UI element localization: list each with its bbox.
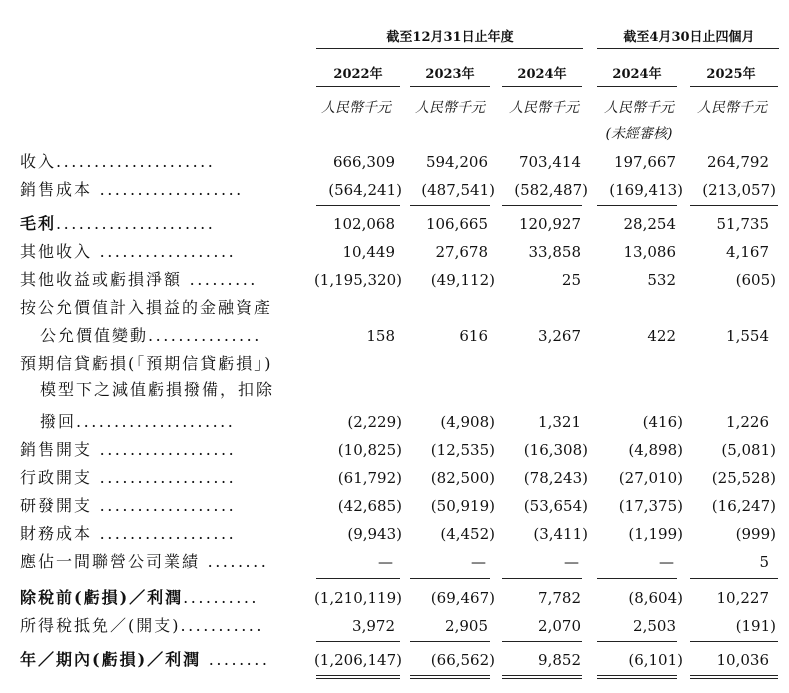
total-double-line-4 xyxy=(690,675,778,679)
cell-2025-4m: 1,554 xyxy=(726,327,769,345)
cell-2022: (2,229) xyxy=(347,413,402,431)
cell-2023: (4,908) xyxy=(440,413,495,431)
row-profit-before-tax xyxy=(0,586,789,610)
cell-2025-4m: 51,735 xyxy=(716,215,769,233)
subtotal-line-2 xyxy=(502,205,582,206)
cell-2024: 1,321 xyxy=(538,413,581,431)
cell-2022: 10,449 xyxy=(342,243,395,261)
cell-2022: 158 xyxy=(366,327,395,345)
subtotal-line-3 xyxy=(597,578,677,579)
row-label: 除稅前(虧損)／利潤.......... xyxy=(20,588,260,607)
cell-2022: (61,792) xyxy=(337,469,402,487)
cell-2024: (16,308) xyxy=(523,441,588,459)
subtotal-line-2 xyxy=(502,641,582,642)
cell-2023: (82,500) xyxy=(430,469,495,487)
row-income-tax xyxy=(0,614,789,638)
cell-2024-4m: (4,898) xyxy=(628,441,683,459)
year-underline-2 xyxy=(502,86,582,87)
cell-2022: 102,068 xyxy=(332,215,395,233)
row-label: 銷售成本 ................... xyxy=(20,180,244,199)
cell-2024: (53,654) xyxy=(523,497,588,515)
cell-2023: (12,535) xyxy=(430,441,495,459)
row-ecl-heading xyxy=(0,352,789,376)
row-label: 公允價值變動............... xyxy=(40,326,262,345)
cell-2024-4m: 532 xyxy=(647,271,676,289)
total-double-line-2 xyxy=(502,675,582,679)
cell-2025-4m: 10,036 xyxy=(716,651,769,669)
cell-2024: 33,858 xyxy=(528,243,581,261)
cell-2023: 2,905 xyxy=(445,617,488,635)
row-share-of-associate xyxy=(0,550,789,574)
subtotal-line-4 xyxy=(690,205,778,206)
cell-2024: — xyxy=(564,553,579,571)
unit-label-3: 人民幣千元 xyxy=(604,100,674,116)
cell-2023: 616 xyxy=(459,327,488,345)
row-cost-of-sales xyxy=(0,178,789,202)
cell-2025-4m: 5 xyxy=(759,553,769,571)
row-label: 研發開支 .................. xyxy=(20,496,237,515)
cell-2024-4m: (8,604) xyxy=(628,589,683,607)
cell-2023: 27,678 xyxy=(435,243,488,261)
cell-2024-4m: 197,667 xyxy=(613,153,676,171)
cell-2024: 7,782 xyxy=(538,589,581,607)
cell-2025-4m: 4,167 xyxy=(726,243,769,261)
group-underline-full-year xyxy=(316,48,583,49)
row-fvtpl-heading xyxy=(0,296,789,320)
cell-2025-4m: (999) xyxy=(735,525,776,543)
cell-2025-4m: 264,792 xyxy=(706,153,769,171)
row-label: 預期信貸虧損(「預期信貸虧損」) xyxy=(20,354,273,373)
row-label: 所得稅抵免／(開支)........... xyxy=(20,616,264,635)
row-selling-expenses xyxy=(0,438,789,462)
row-gross-profit xyxy=(0,212,789,236)
unit-label-2: 人民幣千元 xyxy=(509,100,579,116)
row-label: 其他收入 .................. xyxy=(20,242,237,261)
cell-2023: 594,206 xyxy=(425,153,488,171)
total-double-line-0 xyxy=(316,675,400,679)
cell-2023: (66,562) xyxy=(430,651,495,669)
cell-2023: (487,541) xyxy=(421,181,495,199)
cell-2022: (1,206,147) xyxy=(313,651,402,669)
group-header-full-year: 截至12月31日止年度 xyxy=(386,30,514,45)
row-label: 模型下之減值虧損撥備，扣除 xyxy=(40,380,275,399)
cell-2023: (69,467) xyxy=(430,589,495,607)
row-rd-expenses xyxy=(0,494,789,518)
cell-2022: (1,195,320) xyxy=(313,271,402,289)
row-label: 其他收益或虧損淨額 ......... xyxy=(20,270,258,289)
row-label: 毛利..................... xyxy=(20,214,216,233)
row-other-income xyxy=(0,240,789,264)
cell-2022: (9,943) xyxy=(347,525,402,543)
year-underline-4 xyxy=(690,86,778,87)
unit-label-0: 人民幣千元 xyxy=(321,100,391,116)
cell-2022: (10,825) xyxy=(337,441,402,459)
row-label: 銷售開支 .................. xyxy=(20,440,237,459)
year-header-3: 2024年 xyxy=(612,67,662,82)
group-underline-four-months xyxy=(597,48,779,49)
cell-2024-4m: (416) xyxy=(642,413,683,431)
total-double-line-3 xyxy=(597,675,677,679)
unaudited-note: (未經審核) xyxy=(605,126,673,142)
year-header-1: 2023年 xyxy=(425,67,475,82)
row-net-profit xyxy=(0,648,789,672)
cell-2024-4m: 2,503 xyxy=(633,617,676,635)
cell-2023: (49,112) xyxy=(430,271,495,289)
cell-2024: 120,927 xyxy=(518,215,581,233)
row-fvtpl-change xyxy=(0,324,789,348)
cell-2024: 3,267 xyxy=(538,327,581,345)
row-label: 行政開支 .................. xyxy=(20,468,237,487)
cell-2022: 3,972 xyxy=(352,617,395,635)
year-header-2: 2024年 xyxy=(517,67,567,82)
year-underline-3 xyxy=(597,86,677,87)
row-other-gains-losses xyxy=(0,268,789,292)
cell-2024-4m: 422 xyxy=(647,327,676,345)
cell-2024: 703,414 xyxy=(518,153,581,171)
cell-2024-4m: 28,254 xyxy=(623,215,676,233)
row-label: 撥回..................... xyxy=(40,412,236,431)
cell-2024: (78,243) xyxy=(523,469,588,487)
cell-2024-4m: (6,101) xyxy=(628,651,683,669)
cell-2025-4m: (605) xyxy=(735,271,776,289)
row-finance-costs xyxy=(0,522,789,546)
cell-2024: (3,411) xyxy=(533,525,588,543)
cell-2022: 666,309 xyxy=(332,153,395,171)
subtotal-line-4 xyxy=(690,641,778,642)
cell-2023: — xyxy=(471,553,486,571)
cell-2024-4m: (27,010) xyxy=(618,469,683,487)
subtotal-line-0 xyxy=(316,205,400,206)
subtotal-line-1 xyxy=(410,205,490,206)
subtotal-line-2 xyxy=(502,578,582,579)
subtotal-line-0 xyxy=(316,578,400,579)
cell-2024-4m: — xyxy=(659,553,674,571)
unit-label-1: 人民幣千元 xyxy=(415,100,485,116)
row-ecl-heading-2 xyxy=(0,378,789,402)
cell-2023: 106,665 xyxy=(425,215,488,233)
unit-label-4: 人民幣千元 xyxy=(697,100,767,116)
subtotal-line-1 xyxy=(410,641,490,642)
subtotal-line-4 xyxy=(690,578,778,579)
subtotal-line-0 xyxy=(316,641,400,642)
row-label: 應佔一間聯營公司業績 ........ xyxy=(20,552,269,571)
cell-2024-4m: (169,413) xyxy=(609,181,683,199)
subtotal-line-3 xyxy=(597,641,677,642)
subtotal-line-3 xyxy=(597,205,677,206)
cell-2024: 2,070 xyxy=(538,617,581,635)
cell-2025-4m: (25,528) xyxy=(711,469,776,487)
cell-2024-4m: (1,199) xyxy=(628,525,683,543)
year-underline-0 xyxy=(316,86,400,87)
group-header-four-months: 截至4月30日止四個月 xyxy=(623,30,755,45)
cell-2025-4m: 1,226 xyxy=(726,413,769,431)
cell-2023: (4,452) xyxy=(440,525,495,543)
cell-2023: (50,919) xyxy=(430,497,495,515)
cell-2024: 25 xyxy=(561,271,581,289)
cell-2025-4m: (213,057) xyxy=(702,181,776,199)
cell-2022: (564,241) xyxy=(328,181,402,199)
cell-2022: — xyxy=(378,553,393,571)
year-header-0: 2022年 xyxy=(333,67,383,82)
cell-2022: (42,685) xyxy=(337,497,402,515)
row-label: 按公允價值計入損益的金融資產 xyxy=(20,298,273,317)
row-revenue xyxy=(0,150,789,174)
cell-2022: (1,210,119) xyxy=(313,589,402,607)
cell-2025-4m: (191) xyxy=(735,617,776,635)
year-header-4: 2025年 xyxy=(706,67,756,82)
cell-2025-4m: (16,247) xyxy=(711,497,776,515)
row-label: 年／期內(虧損)／利潤 ........ xyxy=(20,650,270,669)
row-label: 收入..................... xyxy=(20,152,216,171)
cell-2025-4m: (5,081) xyxy=(721,441,776,459)
year-underline-1 xyxy=(410,86,490,87)
total-double-line-1 xyxy=(410,675,490,679)
row-label: 財務成本 .................. xyxy=(20,524,237,543)
cell-2024-4m: (17,375) xyxy=(618,497,683,515)
cell-2024: 9,852 xyxy=(538,651,581,669)
subtotal-line-1 xyxy=(410,578,490,579)
row-ecl-reversal xyxy=(0,410,789,434)
cell-2024-4m: 13,086 xyxy=(623,243,676,261)
row-admin-expenses xyxy=(0,466,789,490)
cell-2025-4m: 10,227 xyxy=(716,589,769,607)
cell-2024: (582,487) xyxy=(514,181,588,199)
